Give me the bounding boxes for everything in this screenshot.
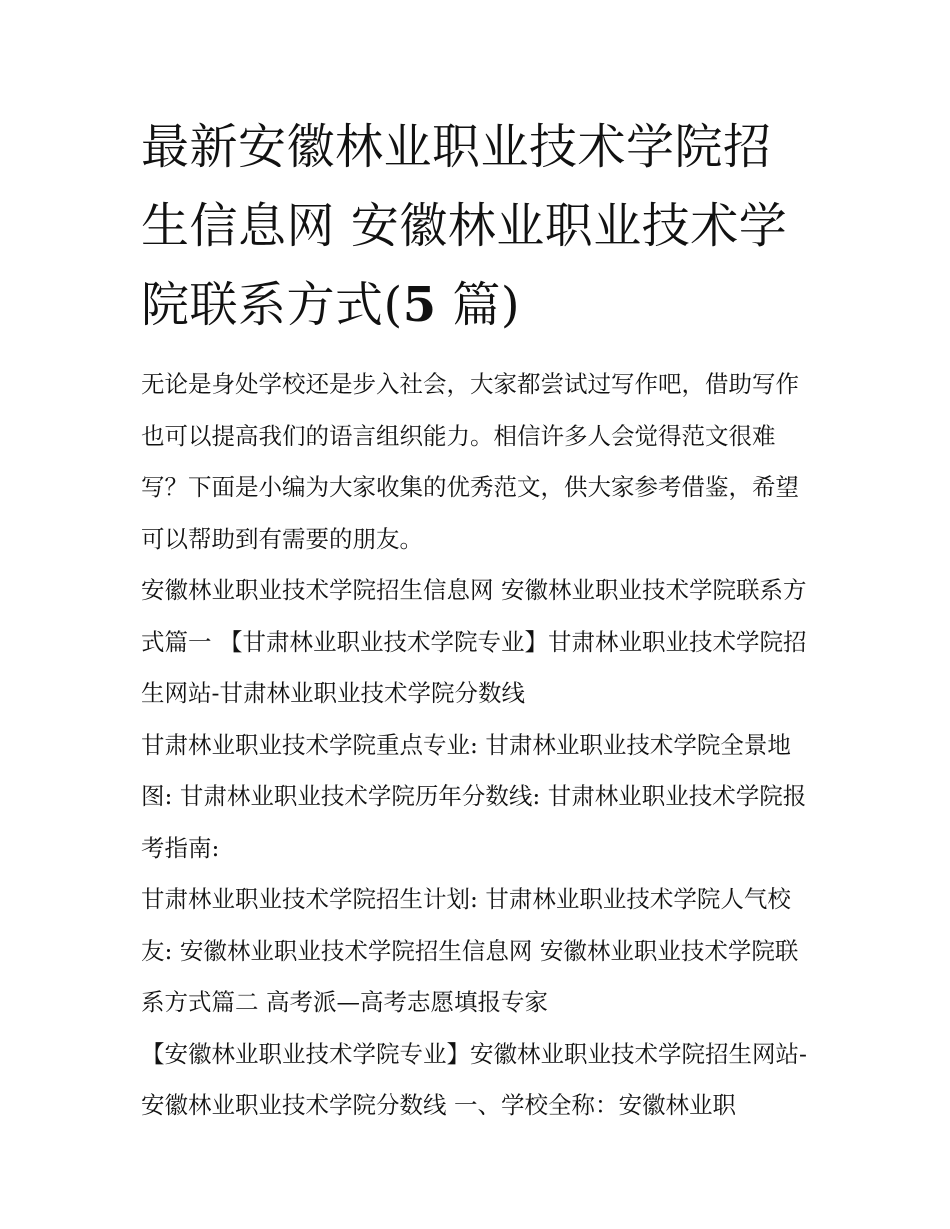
intro-paragraph: 无论是身处学校还是步入社会，大家都尝试过写作吧，借助写作也可以提高我们的语言组织能力。相信许多人会觉得范文很难写？下面是小编为大家收集的优秀范文，供大家参考借鉴，希望可以帮助到有需要的朋友。 [141,370,799,553]
body-paragraph: 甘肃林业职业技术学院重点专业: 甘肃林业职业技术学院全景地图: 甘肃林业职业技术学院历年分数线: 甘肃林业职业技术学院报考指南: [141,730,807,862]
title-count: 5 [402,277,437,333]
document-title [141,108,817,345]
title-suffix: 篇) [436,277,521,333]
body-paragraph: 甘肃林业职业技术学院招生计划: 甘肃林业职业技术学院人气校友: 安徽林业职业技术学院招生信息网 安徽林业职业技术学院联系方式篇二 高考派—高考志愿填报专家 [141,885,799,1016]
body-paragraph: 【安徽林业职业技术学院专业】安徽林业职业技术学院招生网站-安徽林业职业技术学院分数线 一、学校全称：安徽林业职 [141,1039,807,1119]
document-page [141,108,817,1132]
body-paragraph: 安徽林业职业技术学院招生信息网 安徽林业职业技术学院联系方式篇一 【甘肃林业职业技术学院专业】甘肃林业职业技术学院招生网站-甘肃林业职业技术学院分数线 [141,576,807,707]
title-text: 最新安徽林业职业技术学院招生信息网 安徽林业职业技术学院联系方式( [141,119,788,333]
